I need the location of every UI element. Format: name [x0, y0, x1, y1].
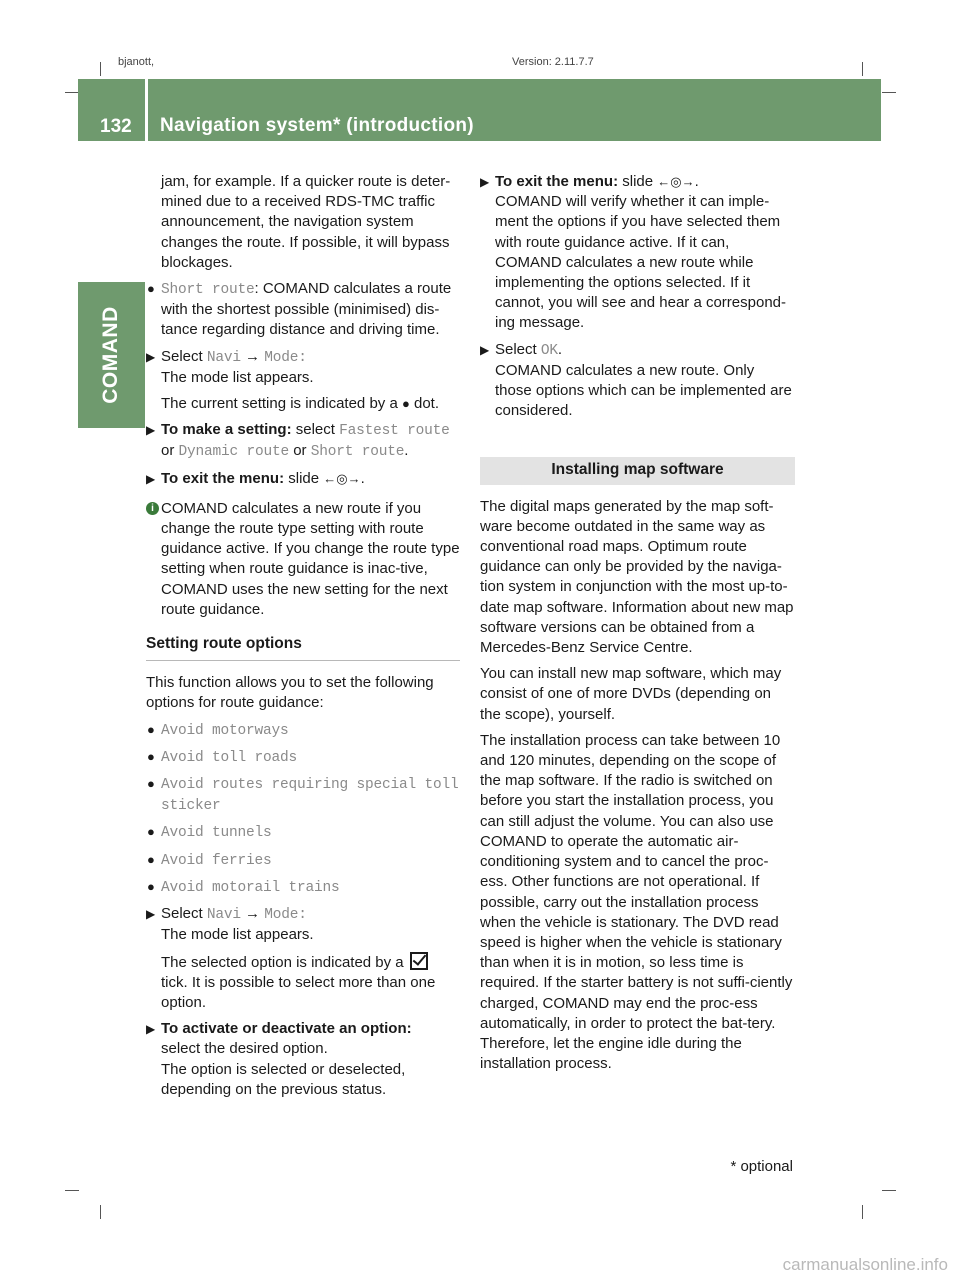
step-label: To activate or deactivate an option: [161, 1020, 412, 1038]
bullet-icon: ● [147, 776, 155, 792]
instruction-step: ▶ To exit the menu: slide ←◎→. COMAND will verify whether it can imple-ment the options if you have selected them with route guidance active. If it can, COMAND calculates a new route while implementing the options selected. If it cannot, you will see and hear a correspond-ing message. [480, 173, 787, 332]
step-note: The current setting is indicated by a ● dot. [161, 394, 460, 414]
dot-icon: ● [401, 396, 410, 412]
options-intro: This function allows you to set the following options for route guidance: [146, 674, 434, 712]
option-avoid-tunnels: Avoid tunnels [161, 825, 272, 842]
arrow-right-icon: → [245, 905, 261, 923]
step-result: The mode list appears. [161, 368, 314, 386]
bullet-icon: ● [147, 851, 155, 867]
list-item [146, 279, 460, 341]
arrow-right-icon: → [245, 347, 261, 365]
step-note: The selected option is indicated by a tick. It is possible to select more than one option. [161, 953, 436, 1011]
menu-ok: OK [540, 342, 558, 359]
instruction-step [146, 347, 460, 415]
step-text: Select [161, 347, 207, 365]
paragraph: You can install new map software, which may consist of one of more DVDs (depending on the scope), yourself. [480, 665, 782, 723]
crop-mark [65, 1190, 79, 1191]
bullet-icon: ● [147, 721, 155, 737]
step-arrow-icon: ▶ [146, 1022, 156, 1037]
instruction-step: ▶ Select OK. COMAND calculates a new route. Only those options which can be implemented are considered. [480, 340, 792, 420]
info-note [146, 499, 460, 620]
section-heading: Setting route options [146, 634, 460, 661]
footer-note: * optional [730, 1158, 793, 1175]
bullet-icon: ● [147, 281, 155, 297]
option-avoid-special-toll: Avoid routes requiring special toll sticker [161, 777, 459, 815]
step-arrow-icon: ▶ [146, 471, 156, 486]
option-avoid-toll-roads: Avoid toll roads [161, 749, 298, 766]
option-short-route: Short route [310, 444, 405, 461]
info-text: COMAND calculates a new route if you change the route type setting with route guidance active. If you change the route type setting when route guidance is inac-tive, COMAND uses the new setting for the next route guidance. [161, 499, 460, 618]
instruction-step: ▶ To exit the menu: slide ←◎→. [146, 469, 460, 489]
step-arrow-icon: ▶ [146, 423, 156, 438]
print-meta-left: bjanott, [118, 56, 155, 68]
crop-mark [882, 1190, 896, 1191]
step-arrow-icon: ▶ [480, 342, 490, 357]
option-fastest-route: Fastest route [339, 423, 450, 440]
step-arrow-icon: ▶ [146, 349, 156, 364]
list-item [146, 850, 460, 871]
instruction-step: ▶ To activate or deactivate an option: select the desired option. The option is selected or deselected, depending on the previous status. [146, 1020, 412, 1098]
step-label: To exit the menu: [495, 173, 619, 190]
intro-paragraph: jam, for example. If a quicker route is deter-mined due to a received RDS-TMC traffic announcement, the navigation system changes the route. If possible, it will bypass blockages. [161, 173, 451, 271]
list-item [146, 720, 460, 741]
list-item [146, 747, 460, 768]
step-arrow-icon: ▶ [146, 907, 156, 922]
info-icon: i [146, 502, 159, 515]
left-column [146, 172, 460, 1100]
option-dynamic-route: Dynamic route [178, 444, 290, 461]
controller-slide-icon: ←◎→ [323, 470, 361, 486]
bullet-icon: ● [147, 824, 155, 840]
crop-mark [882, 92, 896, 93]
paragraph: The digital maps generated by the map soft-ware become outdated in the same way as conventional road maps. Optimum route guidance can only be provided by the naviga-tion system in conjunction with the most up-to-date map software. Information about new map software versions can be obtained from a Mercedes-Benz Service Centre. [480, 497, 794, 657]
page-number: 132 [100, 116, 132, 137]
step-arrow-icon: ▶ [480, 175, 490, 189]
menu-mode: Mode: [264, 907, 307, 924]
instruction-step: ▶ To make a setting: select Fastest route or Dynamic route or Short route. [146, 421, 450, 461]
bullet-icon: ● [147, 878, 155, 894]
option-avoid-motorways: Avoid motorways [161, 722, 289, 739]
option-description: : COMAND calculates a route with the shortest possible (minimised) dis-tance regarding distance and driving time. [161, 280, 452, 339]
right-column [480, 172, 795, 1074]
menu-mode: Mode: [264, 349, 307, 366]
list-item [146, 822, 460, 843]
crop-mark [100, 1205, 101, 1219]
paragraph: The installation process can take between 10 and 120 minutes, depending on the scope of the map software. If the radio is switched on before you start the installation process, you can still adjust the volume. You can also use COMAND to operate the automatic air-conditioning system and to cancel the proc-ess. Other functions are not operational. If possible, carry out the installation process when the vehicle is stationary. The DVD read speed is higher when the vehicle is stationary than when it is in motion, so less time is required. If the starter battery is not suffi-ciently charged, COMAND may end the proc-ess automatically, in order to protect the bat-tery. Therefore, let the engine idle during the installation process. [480, 731, 793, 1073]
chapter-title: Navigation system* (introduction) [160, 115, 474, 136]
watermark: carmanualsonline.info [782, 1255, 948, 1274]
step-result: The mode list appears. [161, 926, 314, 944]
menu-navi: Navi [206, 349, 241, 366]
list-item [146, 774, 460, 816]
menu-navi: Navi [206, 907, 241, 924]
step-label: To make a setting: [161, 421, 292, 439]
section-title: Installing map software [480, 457, 795, 484]
option-avoid-motorail: Avoid motorail trains [161, 879, 340, 896]
crop-mark [100, 62, 101, 76]
side-tab-label: COMAND [98, 306, 122, 404]
step-label: To exit the menu: [161, 469, 285, 487]
crop-mark [862, 1205, 863, 1219]
instruction-step: ▶ Select Navi → Mode: The mode list appears. The selected option is indicated by a tick. It is possible to select more than one option. [146, 904, 460, 1013]
controller-slide-icon: ←◎→ [657, 174, 695, 189]
bullet-icon: ● [147, 748, 155, 764]
checkbox-tick-icon [410, 952, 428, 970]
step-result: COMAND will verify whether it can imple-ment the options if you have selected them with route guidance active. If it can, COMAND calculates a new route while implementing the options selected. If it cannot, you will see and hear a correspond-ing message. [495, 193, 787, 332]
crop-mark [862, 62, 863, 76]
step-result: COMAND calculates a new route. Only those options which can be implemented are considered. [495, 361, 792, 420]
list-item [146, 877, 460, 898]
option-label: Short route [161, 282, 255, 299]
crop-mark [65, 92, 79, 93]
header-divider [145, 79, 148, 141]
option-avoid-ferries: Avoid ferries [161, 852, 272, 869]
print-meta-right: Version: 2.11.7.7 [512, 56, 594, 68]
